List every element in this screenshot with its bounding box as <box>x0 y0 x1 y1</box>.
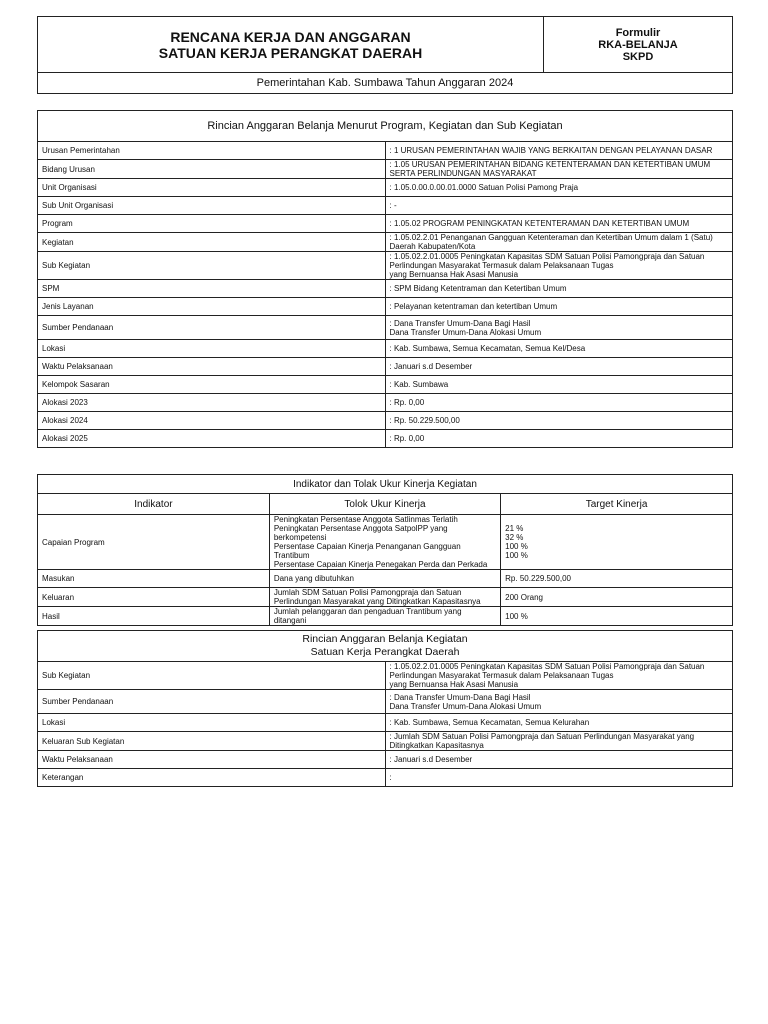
indikator-target-line: 32 % <box>505 533 524 542</box>
detail-label: Kelompok Sasaran <box>38 376 385 394</box>
detail-row <box>38 430 732 448</box>
form-label: Formulir <box>615 27 661 39</box>
form-code: RKA-BELANJA <box>598 39 678 51</box>
indikator-tolok-line: Persentase Capaian Kinerja Penegakan Perda dan Perkada <box>273 560 488 569</box>
detail-section <box>37 110 733 448</box>
detail-row <box>38 376 732 394</box>
detail-value <box>385 252 732 280</box>
indikator-name: Masukan <box>38 570 269 588</box>
detail-title: Rincian Anggaran Belanja Menurut Program, Kegiatan dan Sub Kegiatan <box>38 111 732 142</box>
rincian-label: Lokasi <box>38 714 385 732</box>
indikator-tolok: Jumlah pelanggaran dan pengaduan Trantibum yang ditangani <box>269 607 500 626</box>
detail-row <box>38 358 732 376</box>
rincian-value-line2: yang Bernuansa Hak Asasi Manusia <box>389 680 519 689</box>
indikator-target-line: 100 % <box>505 551 528 560</box>
detail-label: Program <box>38 215 385 233</box>
indikator-header-tolok: Tolok Ukur Kinerja <box>269 494 500 515</box>
rincian-title-line1: Rincian Anggaran Belanja Kegiatan <box>302 633 468 645</box>
rincian-title <box>38 631 732 662</box>
detail-label: Sumber Pendanaan <box>38 316 385 340</box>
indikator-name: Keluaran <box>38 588 269 607</box>
rincian-value: : <box>385 769 732 787</box>
detail-label: Jenis Layanan <box>38 298 385 316</box>
indikator-header-row <box>38 494 732 515</box>
document-header <box>37 16 733 94</box>
detail-label: Alokasi 2025 <box>38 430 385 448</box>
rincian-label: Keterangan <box>38 769 385 787</box>
indikator-title: Indikator dan Tolak Ukur Kinerja Kegiatan <box>38 475 732 494</box>
detail-label: Waktu Pelaksanaan <box>38 358 385 376</box>
detail-row <box>38 142 732 160</box>
detail-row <box>38 179 732 197</box>
detail-value-line2: yang Bernuansa Hak Asasi Manusia <box>389 270 519 279</box>
indikator-target-line: 21 % <box>505 524 524 533</box>
indikator-target <box>501 515 732 570</box>
indikator-tolok: Jumlah SDM Satuan Polisi Pamongpraja dan Satuan Perlindungan Masyarakat yang Ditingkatkan Kapasitasnya <box>269 588 500 607</box>
detail-label: Lokasi <box>38 340 385 358</box>
detail-value: : Pelayanan ketentraman dan ketertiban Umum <box>385 298 732 316</box>
rincian-section <box>37 630 733 787</box>
detail-row <box>38 298 732 316</box>
detail-row <box>38 233 732 252</box>
indikator-row <box>38 570 732 588</box>
detail-value: : 1.05 URUSAN PEMERINTAHAN BIDANG KETENTERAMAN DAN KETERTIBAN UMUM SERTA PERLINDUNGAN MASYARAKAT <box>385 160 732 179</box>
indikator-target-line: 100 % <box>505 542 528 551</box>
indikator-header-indikator: Indikator <box>38 494 269 515</box>
rincian-value-line2: Dana Transfer Umum-Dana Alokasi Umum <box>389 701 542 711</box>
detail-row <box>38 394 732 412</box>
detail-label: Urusan Pemerintahan <box>38 142 385 160</box>
detail-label: SPM <box>38 280 385 298</box>
indikator-row <box>38 515 732 570</box>
detail-label: Alokasi 2023 <box>38 394 385 412</box>
indikator-target: 100 % <box>501 607 732 626</box>
rincian-value: : Kab. Sumbawa, Semua Kecamatan, Semua Kelurahan <box>385 714 732 732</box>
detail-value: : Kab. Sumbawa <box>385 376 732 394</box>
rincian-row <box>38 662 732 690</box>
detail-row <box>38 412 732 430</box>
detail-value: : - <box>385 197 732 215</box>
detail-label: Unit Organisasi <box>38 179 385 197</box>
detail-value: : Rp. 50.229.500,00 <box>385 412 732 430</box>
indikator-tolok: Dana yang dibutuhkan <box>269 570 500 588</box>
government-year: Pemerintahan Kab. Sumbawa Tahun Anggaran 2024 <box>38 73 732 94</box>
indikator-header-target: Target Kinerja <box>501 494 732 515</box>
rincian-row <box>38 751 732 769</box>
indikator-row <box>38 607 732 626</box>
indikator-row <box>38 588 732 607</box>
rincian-value: : Januari s.d Desember <box>385 751 732 769</box>
detail-row <box>38 340 732 358</box>
detail-value-line1: : 1.05.02.2.01.0005 Peningkatan Kapasitas SDM Satuan Polisi Pamongpraja dan Satuan Perlindungan Masyarakat Termasuk dalam Pelaksanaan Tugas <box>389 252 705 270</box>
detail-label: Kegiatan <box>38 233 385 252</box>
detail-row <box>38 280 732 298</box>
detail-value-line2: Dana Transfer Umum-Dana Alokasi Umum <box>389 327 542 337</box>
rincian-label: Waktu Pelaksanaan <box>38 751 385 769</box>
detail-row <box>38 160 732 179</box>
detail-value: : Kab. Sumbawa, Semua Kecamatan, Semua Kel/Desa <box>385 340 732 358</box>
rincian-value: : Jumlah SDM Satuan Polisi Pamongpraja dan Satuan Perlindungan Masyarakat yang Ditingkatkan Kapasitasnya <box>385 732 732 751</box>
detail-row <box>38 215 732 233</box>
rincian-row <box>38 732 732 751</box>
detail-label: Alokasi 2024 <box>38 412 385 430</box>
detail-row <box>38 252 732 280</box>
indikator-section <box>37 474 733 626</box>
detail-value-line1: : Dana Transfer Umum-Dana Bagi Hasil <box>389 318 531 328</box>
indikator-tolok <box>269 515 500 570</box>
detail-value: : 1.05.02.2.01 Penanganan Gangguan Ketenteraman dan Ketertiban Umum dalam 1 (Satu) Daerah Kabupaten/Kota <box>385 233 732 252</box>
form-label-cell <box>544 17 733 73</box>
rincian-title-line2: Satuan Kerja Perangkat Daerah <box>310 646 460 658</box>
detail-value: : 1 URUSAN PEMERINTAHAN WAJIB YANG BERKAITAN DENGAN PELAYANAN DASAR <box>385 142 732 160</box>
document-title-line2: SATUAN KERJA PERANGKAT DAERAH <box>158 44 423 61</box>
rincian-label: Sub Kegiatan <box>38 662 385 690</box>
rincian-row <box>38 690 732 714</box>
indikator-name: Capaian Program <box>38 515 269 570</box>
indikator-target: 200 Orang <box>501 588 732 607</box>
detail-value: : Rp. 0,00 <box>385 430 732 448</box>
rincian-label: Sumber Pendanaan <box>38 690 385 714</box>
detail-label: Bidang Urusan <box>38 160 385 179</box>
rincian-row <box>38 714 732 732</box>
indikator-tolok-line: Peningkatan Persentase Anggota Satlinmas Terlatih <box>273 515 458 524</box>
detail-row <box>38 197 732 215</box>
detail-value: : 1.05.0.00.0.00.01.0000 Satuan Polisi Pamong Praja <box>385 179 732 197</box>
indikator-tolok-line: Peningkatan Persentase Anggota SatpolPP yang berkompetensi <box>273 524 448 542</box>
document-title <box>38 17 544 73</box>
document-title-line1: RENCANA KERJA DAN ANGGARAN <box>170 28 411 45</box>
detail-value: : 1.05.02 PROGRAM PENINGKATAN KETENTERAMAN DAN KETERTIBAN UMUM <box>385 215 732 233</box>
indikator-target: Rp. 50.229.500,00 <box>501 570 732 588</box>
rincian-value-line1: : 1.05.02.2.01.0005 Peningkatan Kapasitas SDM Satuan Polisi Pamongpraja dan Satuan Perlindungan Masyarakat Termasuk dalam Pelaksanaan Tugas <box>389 662 705 680</box>
rincian-row <box>38 769 732 787</box>
detail-label: Sub Unit Organisasi <box>38 197 385 215</box>
indikator-tolok-line: Persentase Capaian Kinerja Penanganan Gangguan Trantibum <box>273 542 461 560</box>
detail-row <box>38 316 732 340</box>
detail-value: : Januari s.d Desember <box>385 358 732 376</box>
rincian-value-line1: : Dana Transfer Umum-Dana Bagi Hasil <box>389 692 531 702</box>
rincian-label: Keluaran Sub Kegiatan <box>38 732 385 751</box>
form-unit: SKPD <box>622 51 654 63</box>
detail-value: : SPM Bidang Ketentraman dan Ketertiban Umum <box>385 280 732 298</box>
rincian-value <box>385 690 732 714</box>
detail-value: : Rp. 0,00 <box>385 394 732 412</box>
indikator-name: Hasil <box>38 607 269 626</box>
detail-value <box>385 316 732 340</box>
rincian-value <box>385 662 732 690</box>
detail-label: Sub Kegiatan <box>38 252 385 280</box>
